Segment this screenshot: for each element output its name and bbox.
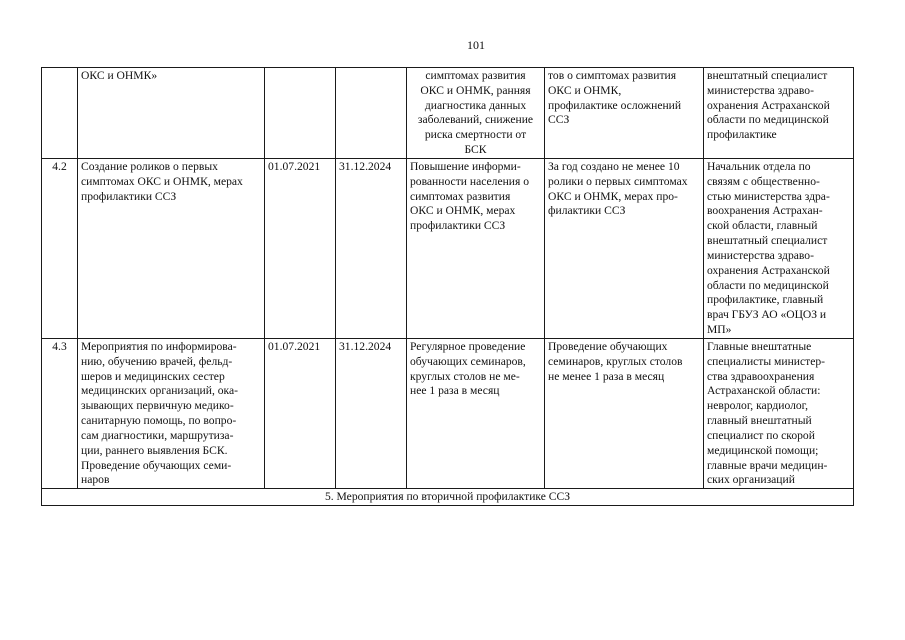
end-date-cell xyxy=(336,68,407,159)
responsible-cell: внештатный специалист министерства здраво- охранения Астраханской области по медицинской профилактике xyxy=(704,68,854,159)
row-number-cell: 4.2 xyxy=(42,158,78,338)
responsible-cell: Главные внештатные специалисты министер- ства здравоохранения Астраханской области: невролог, кардиолог, главный внештатный специалист по скорой медицинской помощи; главные врачи медицин- ских организаций xyxy=(704,338,854,488)
result-cell: Повышение информи- рованности населения о симптомах развития ОКС и ОНМК, мерах профилактики ССЗ xyxy=(407,158,545,338)
section-header-row xyxy=(42,489,854,506)
start-date-cell: 01.07.2021 xyxy=(265,338,336,488)
indicator-cell: тов о симптомах развития ОКС и ОНМК, профилактике осложнений ССЗ xyxy=(545,68,704,159)
result-cell: Регулярное проведение обучающих семинаров, круглых столов не ме- нее 1 раза в месяц xyxy=(407,338,545,488)
responsible-cell: Начальник отдела по связям с общественно- стью министерства здра- воохранения Астрахан- ской области, главный внештатный специалист министерства здраво- охранения Астраханской области по медицинской профилактике, главный врач ГБУЗ АО «ОЦОЗ и МП» xyxy=(704,158,854,338)
row-number-cell xyxy=(42,68,78,159)
indicator-cell: Проведение обучающих семинаров, круглых столов не менее 1 раза в месяц xyxy=(545,338,704,488)
end-date-cell: 31.12.2024 xyxy=(336,158,407,338)
row-number-cell: 4.3 xyxy=(42,338,78,488)
activity-table xyxy=(41,67,854,506)
start-date-cell xyxy=(265,68,336,159)
table-row xyxy=(42,68,854,159)
end-date-cell: 31.12.2024 xyxy=(336,338,407,488)
page-number: 101 xyxy=(467,38,485,52)
activity-name-cell: ОКС и ОНМК» xyxy=(78,68,265,159)
indicator-cell: За год создано не менее 10 ролики о первых симптомах ОКС и ОНМК, мерах про- филактики ССЗ xyxy=(545,158,704,338)
section-title: 5. Мероприятия по вторичной профилактике ССЗ xyxy=(42,489,854,506)
start-date-cell: 01.07.2021 xyxy=(265,158,336,338)
table-row xyxy=(42,158,854,338)
table-row xyxy=(42,338,854,488)
activity-name-cell: Мероприятия по информирова- нию, обучению врачей, фельд- шеров и медицинских сестер медицинских организаций, ока- зывающих первичную медико- санитарную помощь, по вопро- сам диагностики, маршрутиза- ции, раннего выявления БСК. Проведение обучающих семи- наров xyxy=(78,338,265,488)
result-cell: симптомах развития ОКС и ОНМК, ранняя диагностика данных заболеваний, снижение риска смертности от БСК xyxy=(407,68,545,159)
activity-name-cell: Создание роликов о первых симптомах ОКС и ОНМК, мерах профилактики ССЗ xyxy=(78,158,265,338)
